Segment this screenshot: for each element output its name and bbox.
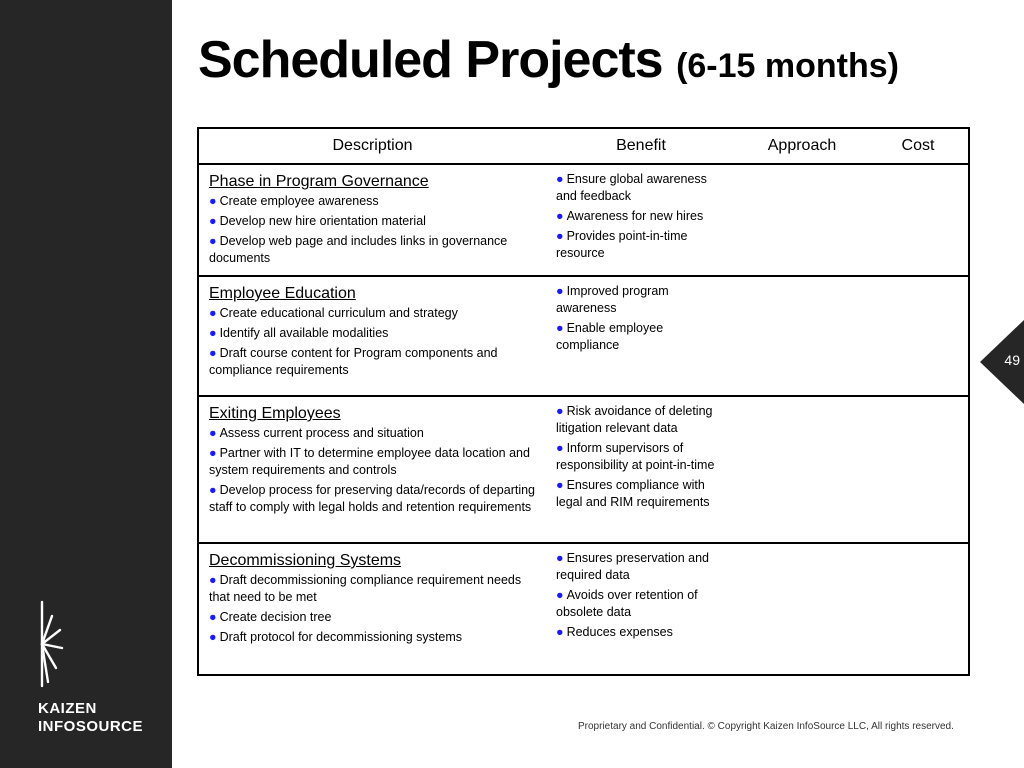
bullet-icon: ● xyxy=(209,214,217,228)
list-item: ● Partner with IT to determine employee data location and system requirements and controls xyxy=(209,446,530,477)
description-cell xyxy=(198,164,546,276)
section-title: Phase in Program Governance xyxy=(209,173,429,190)
approach-cell xyxy=(736,164,868,276)
bullet-icon: ● xyxy=(556,321,564,335)
cost-cell xyxy=(868,164,969,276)
list-item: ● Draft protocol for decommissioning systems xyxy=(209,630,463,644)
bullet-icon: ● xyxy=(209,630,217,644)
description-cell xyxy=(198,276,546,396)
kaizen-logo-icon xyxy=(30,598,70,690)
company-logo xyxy=(38,700,143,736)
list-item: ● Develop process for preserving data/records of departing staff to comply with legal holds and retention requirements xyxy=(209,483,536,514)
section-title: Decommissioning Systems xyxy=(209,552,402,569)
bullet-icon: ● xyxy=(556,478,564,492)
list-item: ● Risk avoidance of deleting litigation relevant data xyxy=(556,404,713,435)
list-item: ● Ensures compliance with legal and RIM requirements xyxy=(556,478,710,509)
description-cell xyxy=(198,396,546,543)
copyright-footer: Proprietary and Confidential. © Copyright Kaizen InfoSource LLC, All rights reserved. xyxy=(578,721,954,732)
bullet-icon: ● xyxy=(556,284,564,298)
benefit-cell xyxy=(546,164,736,276)
bullet-icon: ● xyxy=(209,194,217,208)
projects-table xyxy=(197,127,970,676)
bullet-icon: ● xyxy=(209,573,217,587)
bullet-icon: ● xyxy=(556,172,564,186)
logo-line-1: KAIZEN xyxy=(38,700,97,717)
title-subtitle: (6-15 months) xyxy=(676,47,899,85)
list-item: ● Create decision tree xyxy=(209,610,332,624)
cost-cell xyxy=(868,396,969,543)
cost-cell xyxy=(868,543,969,675)
list-item: ● Enable employee compliance xyxy=(556,321,664,352)
list-item: ● Ensure global awareness and feedback xyxy=(556,172,707,203)
section-title: Exiting Employees xyxy=(209,405,341,422)
bullet-icon: ● xyxy=(209,483,217,497)
bullet-icon: ● xyxy=(209,234,217,248)
list-item: ● Awareness for new hires xyxy=(556,209,704,223)
bullet-icon: ● xyxy=(209,610,217,624)
header-benefit: Benefit xyxy=(546,128,736,164)
bullet-icon: ● xyxy=(556,229,564,243)
list-item: ● Create employee awareness xyxy=(209,194,379,208)
approach-cell xyxy=(736,543,868,675)
section-title: Employee Education xyxy=(209,285,356,302)
list-item: ● Assess current process and situation xyxy=(209,426,424,440)
description-cell xyxy=(198,543,546,675)
bullet-icon: ● xyxy=(556,551,564,565)
benefit-cell xyxy=(546,543,736,675)
table-row xyxy=(198,164,969,276)
header-cost: Cost xyxy=(868,128,969,164)
table-row xyxy=(198,396,969,543)
bullet-icon: ● xyxy=(556,588,564,602)
header-description: Description xyxy=(198,128,546,164)
list-item: ● Provides point-in-time resource xyxy=(556,229,688,260)
list-item: ● Inform supervisors of responsibility at point-in-time xyxy=(556,441,715,472)
bullet-icon: ● xyxy=(209,446,217,460)
benefit-cell xyxy=(546,396,736,543)
list-item: ● Reduces expenses xyxy=(556,625,673,639)
list-item: ● Identify all available modalities xyxy=(209,326,389,340)
table-header-row xyxy=(198,128,969,164)
bullet-icon: ● xyxy=(556,404,564,418)
sidebar xyxy=(0,0,172,768)
logo-line-2: INFOSOURCE xyxy=(38,718,144,735)
cost-cell xyxy=(868,276,969,396)
list-item: ● Draft decommissioning compliance requirement needs that need to be met xyxy=(209,573,522,604)
list-item: ● Avoids over retention of obsolete data xyxy=(556,588,698,619)
bullet-icon: ● xyxy=(556,441,564,455)
bullet-icon: ● xyxy=(209,326,217,340)
table-row xyxy=(198,543,969,675)
approach-cell xyxy=(736,396,868,543)
bullet-icon: ● xyxy=(556,625,564,639)
list-item: ● Draft course content for Program components and compliance requirements xyxy=(209,346,498,377)
page-number: 49 xyxy=(1004,352,1020,368)
title-main: Scheduled Projects xyxy=(198,31,663,89)
list-item: ● Ensures preservation and required data xyxy=(556,551,710,582)
header-approach: Approach xyxy=(736,128,868,164)
table-row xyxy=(198,276,969,396)
page-title xyxy=(198,30,899,90)
list-item: ● Develop new hire orientation material xyxy=(209,214,426,228)
bullet-icon: ● xyxy=(209,306,217,320)
approach-cell xyxy=(736,276,868,396)
list-item: ● Develop web page and includes links in governance documents xyxy=(209,234,508,265)
list-item: ● Create educational curriculum and strategy xyxy=(209,306,458,320)
bullet-icon: ● xyxy=(209,426,217,440)
bullet-icon: ● xyxy=(556,209,564,223)
benefit-cell xyxy=(546,276,736,396)
list-item: ● Improved program awareness xyxy=(556,284,669,315)
bullet-icon: ● xyxy=(209,346,217,360)
